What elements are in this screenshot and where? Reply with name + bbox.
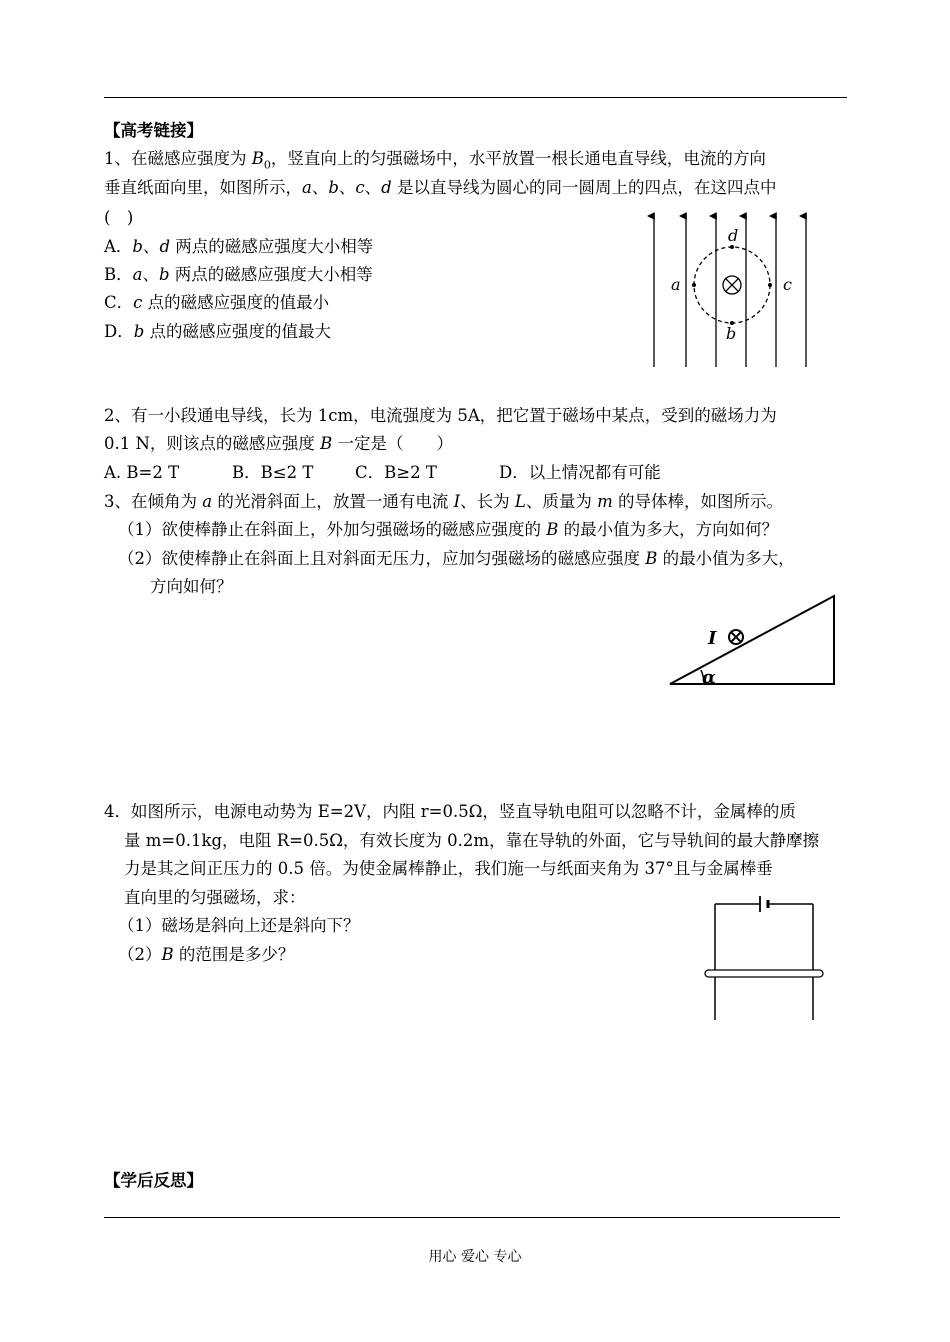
- q1-field-figure: [640, 210, 840, 370]
- footer-rule: [104, 1217, 840, 1218]
- section-heading-reflection: 【学后反思】: [104, 1171, 203, 1190]
- fig-label-d: d: [728, 226, 739, 245]
- q4-sub-2: （2）B 的范围是多少？: [118, 945, 295, 964]
- fig-label-c: c: [783, 275, 792, 294]
- q3-sub-2-cont: 方向如何？: [150, 577, 233, 596]
- fig-label-alpha: α: [702, 667, 716, 688]
- page-footer: 用心 爱心 专心: [428, 1249, 522, 1265]
- q2-option-d: D．以上情况都有可能: [499, 463, 661, 482]
- metal-rod: [705, 970, 823, 977]
- q3-sub-2: （2）欲使棒静止在斜面上且对斜面无压力，应加匀强磁场的磁感应强度 B 的最小值为多大，: [118, 549, 795, 568]
- fig-label-a: a: [671, 275, 681, 294]
- q2-option-c: C．B≥2 T: [355, 463, 437, 482]
- q4-sub-1: （1）磁场是斜向上还是斜向下？: [118, 916, 360, 935]
- q4-line-1: 4．如图所示，电源电动势为 E=2V，内阻 r=0.5Ω，竖直导轨电阻可以忽略不计，金属棒的质: [104, 802, 796, 821]
- q3-sub-1: （1）欲使棒静止在斜面上，外加匀强磁场的磁感应强度的 B 的最小值为多大，方向如何？: [118, 520, 779, 539]
- q1-option-c: C．c 点的磁感应强度的值最小: [104, 293, 330, 312]
- q3-incline-figure: [664, 592, 844, 692]
- q1-line-1: 1、在磁感应强度为 $B_0$，竖直向上的匀强磁场中，水平放置一根长通电直导线，电流的方向: [104, 149, 766, 172]
- q2-line-1: 2、有一小段通电导线，长为 1cm，电流强度为 5A，把它置于磁场中某点，受到的磁场力为: [104, 406, 777, 425]
- q1-option-b: B．a、b 两点的磁感应强度大小相等: [104, 265, 373, 284]
- fig-label-b: b: [726, 324, 737, 343]
- q1-option-d: D．b 点的磁感应强度的值最大: [104, 322, 332, 341]
- q2-option-a: A. B=2 T: [104, 463, 180, 482]
- q2-line-2: 0.1 N，则该点的磁感应强度 B 一定是（ ）: [104, 434, 454, 453]
- q1-line-2: 垂直纸面向里，如图所示，a、b、c、d 是以直导线为圆心的同一圆周上的四点，在这四点中: [104, 178, 777, 197]
- q2-option-b: B．B≤2 T: [232, 463, 314, 482]
- q1-answer-blank: ( ): [104, 208, 134, 227]
- q4-line-2: 量 m=0.1kg，电阻 R=0.5Ω，有效长度为 0.2m，靠在导轨的外面，它与导轨间的最大静摩擦: [124, 831, 820, 850]
- q4-line-4: 直向里的匀强磁场，求：: [124, 888, 306, 907]
- section-heading-gaokao: 【高考链接】: [104, 121, 203, 140]
- q3-line-1: 3、在倾角为 a 的光滑斜面上，放置一通有电流 I、长为 L、质量为 m 的导体棒，如图所示。: [104, 492, 783, 511]
- fig-label-I: I: [708, 628, 717, 649]
- header-rule: [104, 97, 847, 98]
- q1-option-a: A．b、d 两点的磁感应强度大小相等: [104, 237, 374, 256]
- q4-line-3: 力是其之间正压力的 0.5 倍。为使金属棒静止，我们施一与纸面夹角为 37°且与金属棒垂: [124, 859, 773, 878]
- q4-circuit-figure: [700, 890, 830, 1030]
